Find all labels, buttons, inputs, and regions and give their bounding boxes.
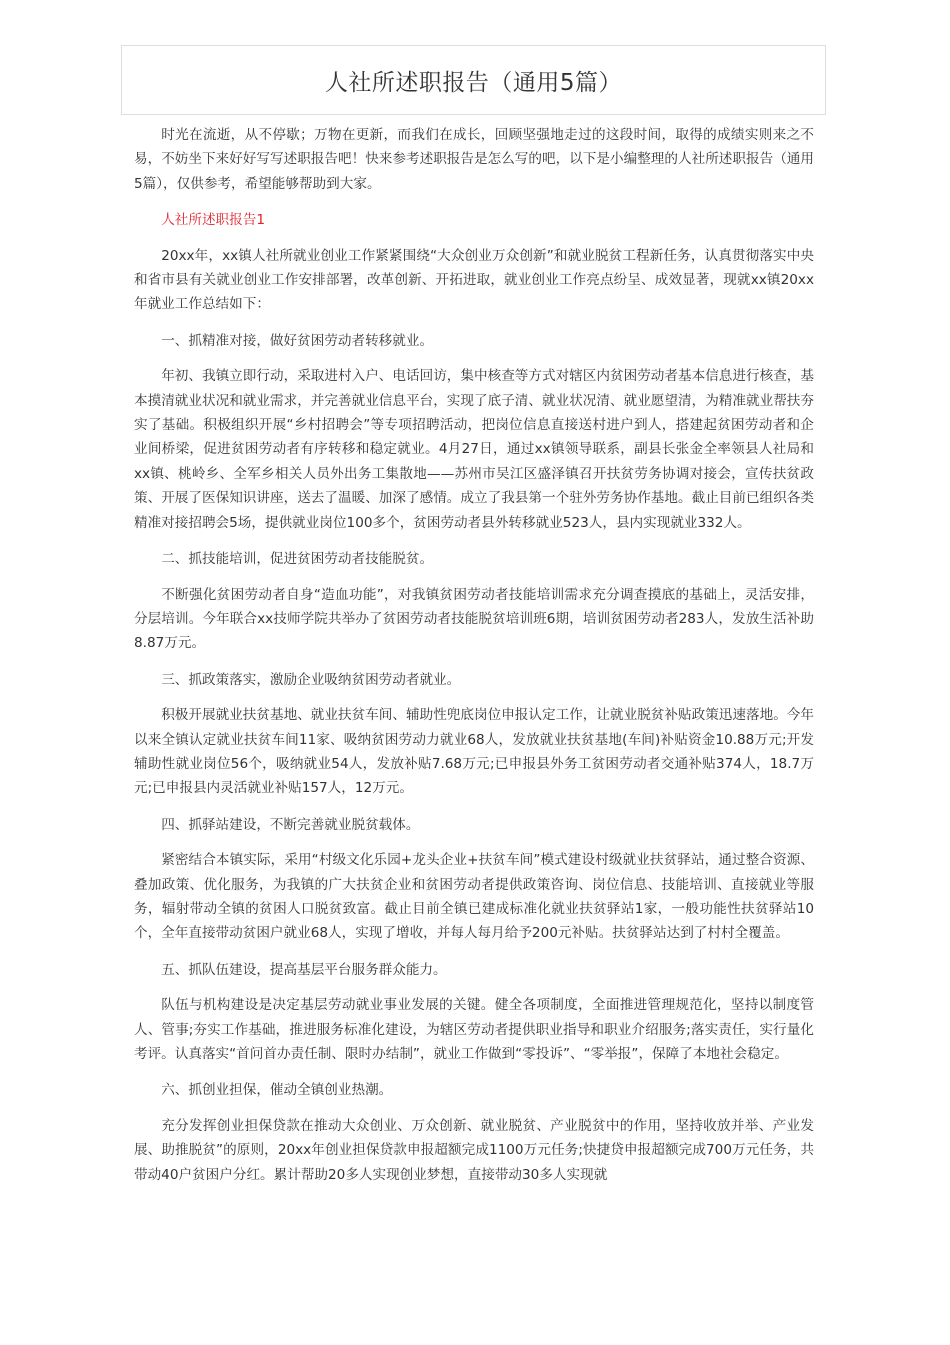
document-body <box>134 123 814 1199</box>
subheading: 三、抓政策落实，激励企业吸纳贫困劳动者就业。 <box>161 671 461 688</box>
intro-paragraph: 时光在流逝，从不停歇；万物在更新，而我们在成长，回顾坚强地走过的这段时间，取得的成绩实则来之不易，不妨坐下来好好写写述职报告吧！快来参考述职报告是怎么写的吧，以下是小编整理的人社所述职报告（通用5篇），仅供参考，希望能够帮助到大家。 <box>134 127 814 192</box>
document-title: 人社所述职报告（通用5篇） <box>324 69 623 96</box>
body-paragraph: 不断强化贫困劳动者自身“造血功能”，对我镇贫困劳动者技能培训需求充分调查摸底的基础上，灵活安排，分层培训。今年联合xx技师学院共举办了贫困劳动者技能脱贫培训班6期，培训贫困劳动者283人，发放生活补助8.87万元。 <box>134 586 814 652</box>
title-box <box>121 45 826 115</box>
section-title: 人社所述职报告1 <box>161 212 265 229</box>
subheading: 二、抓技能培训，促进贫困劳动者技能脱贫。 <box>161 551 434 568</box>
body-paragraph: 积极开展就业扶贫基地、就业扶贫车间、辅助性兜底岗位申报认定工作，让就业脱贫补贴政策迅速落地。今年以来全镇认定就业扶贫车间11家、吸纳贫困劳动力就业68人，发放就业扶贫基地(车间)补贴资金10.88万元;开发辅助性就业岗位56个，吸纳就业54人，发放补贴7.68万元;已申报县外务工贫困劳动者交通补贴374人，18.7万元;已申报县内灵活就业补贴157人，12万元。 <box>134 707 814 797</box>
subheading: 六、抓创业担保，催动全镇创业热潮。 <box>161 1082 393 1099</box>
body-paragraph: 年初、我镇立即行动，采取进村入户、电话回访，集中核查等方式对辖区内贫困劳动者基本信息进行核查，基本摸清就业状况和就业需求，并完善就业信息平台，实现了底子清、就业状况清、就业愿望清，为精准就业帮扶夯实了基础。积极组织开展“乡村招聘会”等专项招聘活动，把岗位信息直接送村进户到人，搭建起贫困劳动者和企业间桥梁，促进贫困劳动者有序转移和稳定就业。4月27日，通过xx镇领导联系，副县长张金全率领县人社局和xx镇、桃岭乡、全军乡相关人员外出务工集散地——苏州市吴江区盛泽镇召开扶贫劳务协调对接会，宣传扶贫政策、开展了医保知识讲座，送去了温暖、加深了感情。成立了我县第一个驻外劳务协作基地。截止目前已组织各类精准对接招聘会5场，提供就业岗位100多个，贫困劳动者县外转移就业523人，县内实现就业332人。 <box>134 368 814 531</box>
subheading: 一、抓精准对接，做好贫困劳动者转移就业。 <box>161 332 434 349</box>
subheading: 四、抓驿站建设，不断完善就业脱贫载体。 <box>161 816 420 833</box>
body-paragraph: 充分发挥创业担保贷款在推动大众创业、万众创新、就业脱贫、产业脱贫中的作用，坚持收放并举、产业发展、助推脱贫”的原则，20xx年创业担保贷款申报超额完成1100万元任务;快捷贷申报超额完成700万元任务，共带动40户贫困户分红。累计帮助20多人实现创业梦想，直接带动30多人实现就 <box>134 1117 814 1183</box>
body-paragraph: 队伍与机构建设是决定基层劳动就业事业发展的关键。健全各项制度，全面推进管理规范化，坚持以制度管人、管事;夯实工作基础，推进服务标准化建设，为辖区劳动者提供职业指导和职业介绍服务;落实责任，实行量化考评。认真落实“首问首办责任制、限时办结制”，就业工作做到“零投诉”、“零举报”，保障了本地社会稳定。 <box>134 997 814 1062</box>
body-paragraph: 紧密结合本镇实际，采用“村级文化乐园+龙头企业+扶贫车间”模式建设村级就业扶贫驿站，通过整合资源、叠加政策、优化服务，为我镇的广大扶贫企业和贫困劳动者提供政策咨询、岗位信息、技能培训、直接就业等服务，辐射带动全镇的贫困人口脱贫致富。截止目前全镇已建成标准化就业扶贫驿站1家，一般功能性扶贫驿站10个，全年直接带动贫困户就业68人，实现了增收，并每人每月给予200元补贴。扶贫驿站达到了村村全覆盖。 <box>134 852 814 942</box>
subheading: 五、抓队伍建设，提高基层平台服务群众能力。 <box>161 961 447 978</box>
body-paragraph: 20xx年，xx镇人社所就业创业工作紧紧围绕“大众创业万众创新”和就业脱贫工程新任务，认真贯彻落实中央和省市县有关就业创业工作安排部署，改革创新、开拓进取，就业创业工作亮点纷呈、成效显著，现就xx镇20xx年就业工作总结如下： <box>134 247 814 313</box>
